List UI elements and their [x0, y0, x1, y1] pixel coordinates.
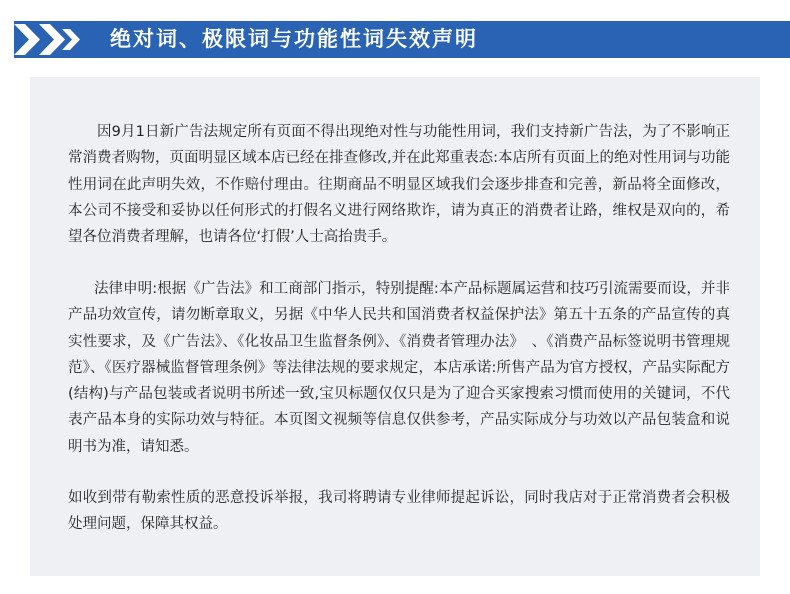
statement-panel	[30, 77, 760, 576]
header-banner	[14, 21, 790, 58]
page-title: 绝对词、极限词与功能性词失效声明	[110, 27, 478, 51]
double-chevron-right-icon	[14, 21, 94, 58]
statement-paragraph-1: 因9月1日新广告法规定所有页面不得出现绝对性与功能性用词，我们支持新广告法，为了不影响正常消费者购物，页面明显区域本店已经在排查修改,并在此郑重表态:本店所有页面上的绝对性用词与功能性用词在此声明失效，不作赔付理由。往期商品不明显区域我们会逐步排查和完善，新品将全面修改，本公司不接受和妥协以任何形式的打假名义进行网络欺诈，请为真正的消费者让路，维权是双向的，希望各位消费者理解，也请各位‘打假’人士高抬贵手。	[68, 124, 730, 246]
complaint-notice-paragraph: 如收到带有勒索性质的恶意投诉举报，我司将聘请专业律师提起诉讼，同时我店对于正常消费者会积极处理问题，保障其权益。	[68, 490, 730, 533]
legal-declaration-paragraph: 法律申明:根据《广告法》和工商部门指示，特别提醒:本产品标题属运营和技巧引流需要而设，并非产品功效宣传，请勿断章取义，另据《中华人民共和国消费者权益保护法》第五十五条的产品宣传的真实性要求，及《广告法》、《化妆品卫生监督条例》、《消费者管理办法》 、《消费产品标签说明书管理规范》、《医疗器械监督管理条例》等法律法规的要求规定，本店承诺:所售产品为官方授权，产品实际配方(结构)与产品包装或者说明书所述一致,宝贝标题仅仅只是为了迎合买家搜索习惯而使用的关键词，不代表产品本身的实际功效与特征。本页图文视频等信息仅供参考，产品实际成分与功效以产品包装盒和说明书为准，请知悉。	[68, 281, 730, 455]
